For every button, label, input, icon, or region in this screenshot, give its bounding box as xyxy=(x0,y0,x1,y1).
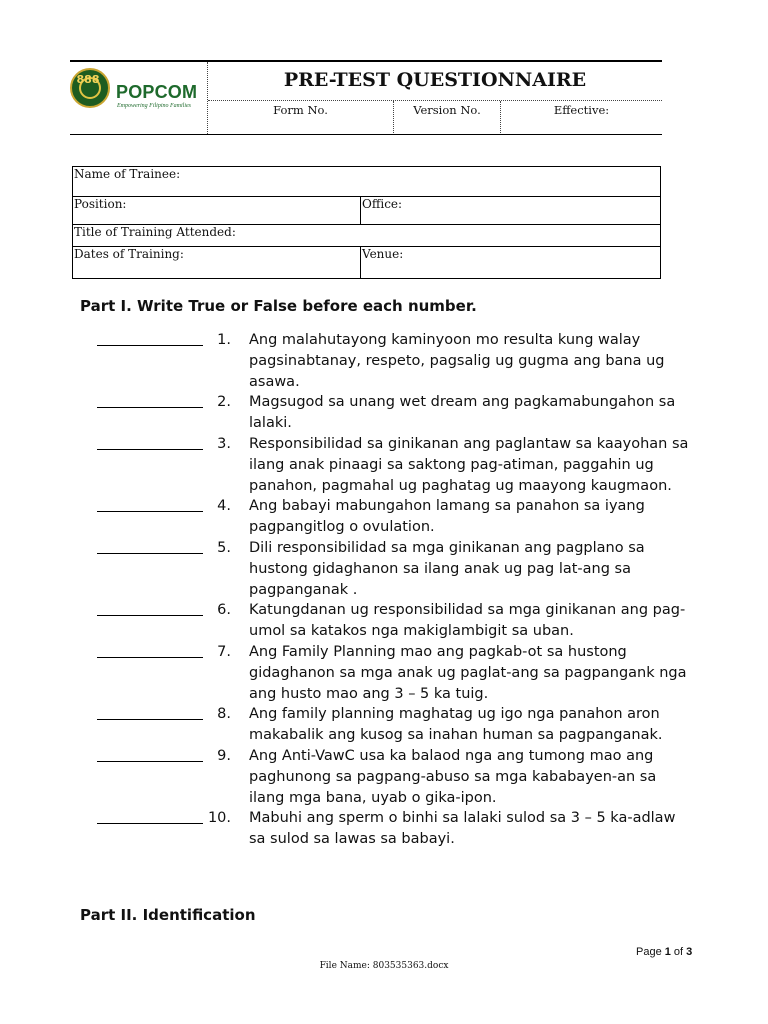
question-text: Mabuhi ang sperm o binhi sa lalaki sulod sa 3 – 5 ka-adlaw sa sulod sa lawas sa babayi. xyxy=(249,810,676,848)
question-number: 6. xyxy=(217,602,231,619)
question-text: Ang family planning maghatag ug igo nga panahon aron makabalik ang kusog sa inahan human sa pagpanganak. xyxy=(249,706,663,744)
question-text: Dili responsibilidad sa mga ginikanan ang pagplano sa hustong gidaghanon sa ilang anak ug pag lat-ang sa pagpanganak . xyxy=(249,539,645,598)
document-header xyxy=(70,60,662,135)
dates-of-training-field[interactable]: Dates of Training: xyxy=(73,247,361,279)
answer-blank[interactable] xyxy=(97,496,203,512)
part2-title: Part II. Identification xyxy=(80,906,256,924)
question-text: Magsugod sa unang wet dream ang pagkamabungahon sa lalaki. xyxy=(249,394,676,432)
question-item xyxy=(97,330,697,392)
form-no-label: Form No. xyxy=(208,101,394,133)
question-number: 4. xyxy=(217,498,231,515)
question-number: 5. xyxy=(217,539,231,556)
question-item xyxy=(97,496,697,538)
answer-blank[interactable] xyxy=(97,392,203,408)
question-number: 10. xyxy=(207,810,231,827)
office-field[interactable]: Office: xyxy=(361,197,661,225)
title-cell xyxy=(208,62,662,101)
page-total: 3 xyxy=(686,946,693,958)
question-text: Responsibilidad sa ginikanan ang paglantaw sa kaayohan sa ilang anak pinaagi sa saktong pag-atiman, paggahin ug panahon, pagmahal ug paghatag ug maayong kaugmaon. xyxy=(249,435,689,494)
logo-cell xyxy=(70,62,208,134)
page-of: of xyxy=(670,946,687,958)
question-number: 9. xyxy=(217,747,231,764)
brand-name: POPCOM xyxy=(116,82,198,102)
answer-blank[interactable] xyxy=(97,538,203,554)
answer-blank[interactable] xyxy=(97,808,203,824)
trainee-info-table xyxy=(72,166,661,279)
question-item xyxy=(97,746,697,808)
answer-blank[interactable] xyxy=(97,704,203,720)
question-number: 3. xyxy=(217,435,231,452)
question-text: Ang babayi mabungahon lamang sa panahon sa iyang pagpangitlog o ovulation. xyxy=(249,498,645,536)
question-number: 8. xyxy=(217,706,231,723)
page-word: Page xyxy=(636,946,665,958)
question-item xyxy=(97,808,697,850)
answer-blank[interactable] xyxy=(97,746,203,762)
question-number: 1. xyxy=(217,332,231,348)
question-text: Katungdanan ug responsibilidad sa mga ginikanan ang pag-umol sa katakos nga makiglambigit sa uban. xyxy=(249,602,686,640)
question-item xyxy=(97,600,697,642)
effective-label: Effective: xyxy=(553,103,610,117)
brand-tagline: Empowering Filipino Families xyxy=(117,103,191,109)
position-field[interactable]: Position: xyxy=(73,197,361,225)
name-of-trainee-field[interactable]: Name of Trainee: xyxy=(73,167,661,197)
answer-blank[interactable] xyxy=(97,642,203,658)
question-text: Ang Family Planning mao ang pagkab-ot sa hustong gidaghanon sa mga anak ug paglat-ang sa pagpangank nga ang husto mao ang 3 – 5 ka tuig. xyxy=(249,643,687,702)
question-list xyxy=(97,330,697,850)
question-number: 2. xyxy=(217,394,231,411)
question-item xyxy=(97,538,697,600)
version-no-label: Version No. xyxy=(394,101,501,133)
question-number: 7. xyxy=(217,643,231,660)
venue-field[interactable]: Venue: xyxy=(361,247,661,279)
question-item xyxy=(97,642,697,704)
training-title-field[interactable]: Title of Training Attended: xyxy=(73,225,661,247)
answer-blank[interactable] xyxy=(97,330,203,346)
page-number xyxy=(636,946,692,958)
answer-blank[interactable] xyxy=(97,434,203,450)
answer-blank[interactable] xyxy=(97,600,203,616)
question-item xyxy=(97,392,697,434)
question-text: Ang malahutayong kaminyoon mo resulta kung walay pagsinabtanay, respeto, pagsalig ug gugma ang bana ug asawa. xyxy=(249,332,665,390)
page-title: PRE-TEST QUESTIONNAIRE xyxy=(283,69,587,91)
question-item xyxy=(97,434,697,496)
page-current: 1 xyxy=(664,946,671,958)
file-name: File Name: 803535363.docx xyxy=(319,961,449,971)
question-item xyxy=(97,704,697,746)
question-text: Ang Anti-VawC usa ka balaod nga ang tumong mao ang paghunong sa pagpang-abuso sa mga kababayen-an sa ilang mga bana, uyab o gika-ipon. xyxy=(249,747,657,806)
seal-text: 888 xyxy=(76,73,100,86)
part1-title: Part I. Write True or False before each number. xyxy=(80,297,477,315)
